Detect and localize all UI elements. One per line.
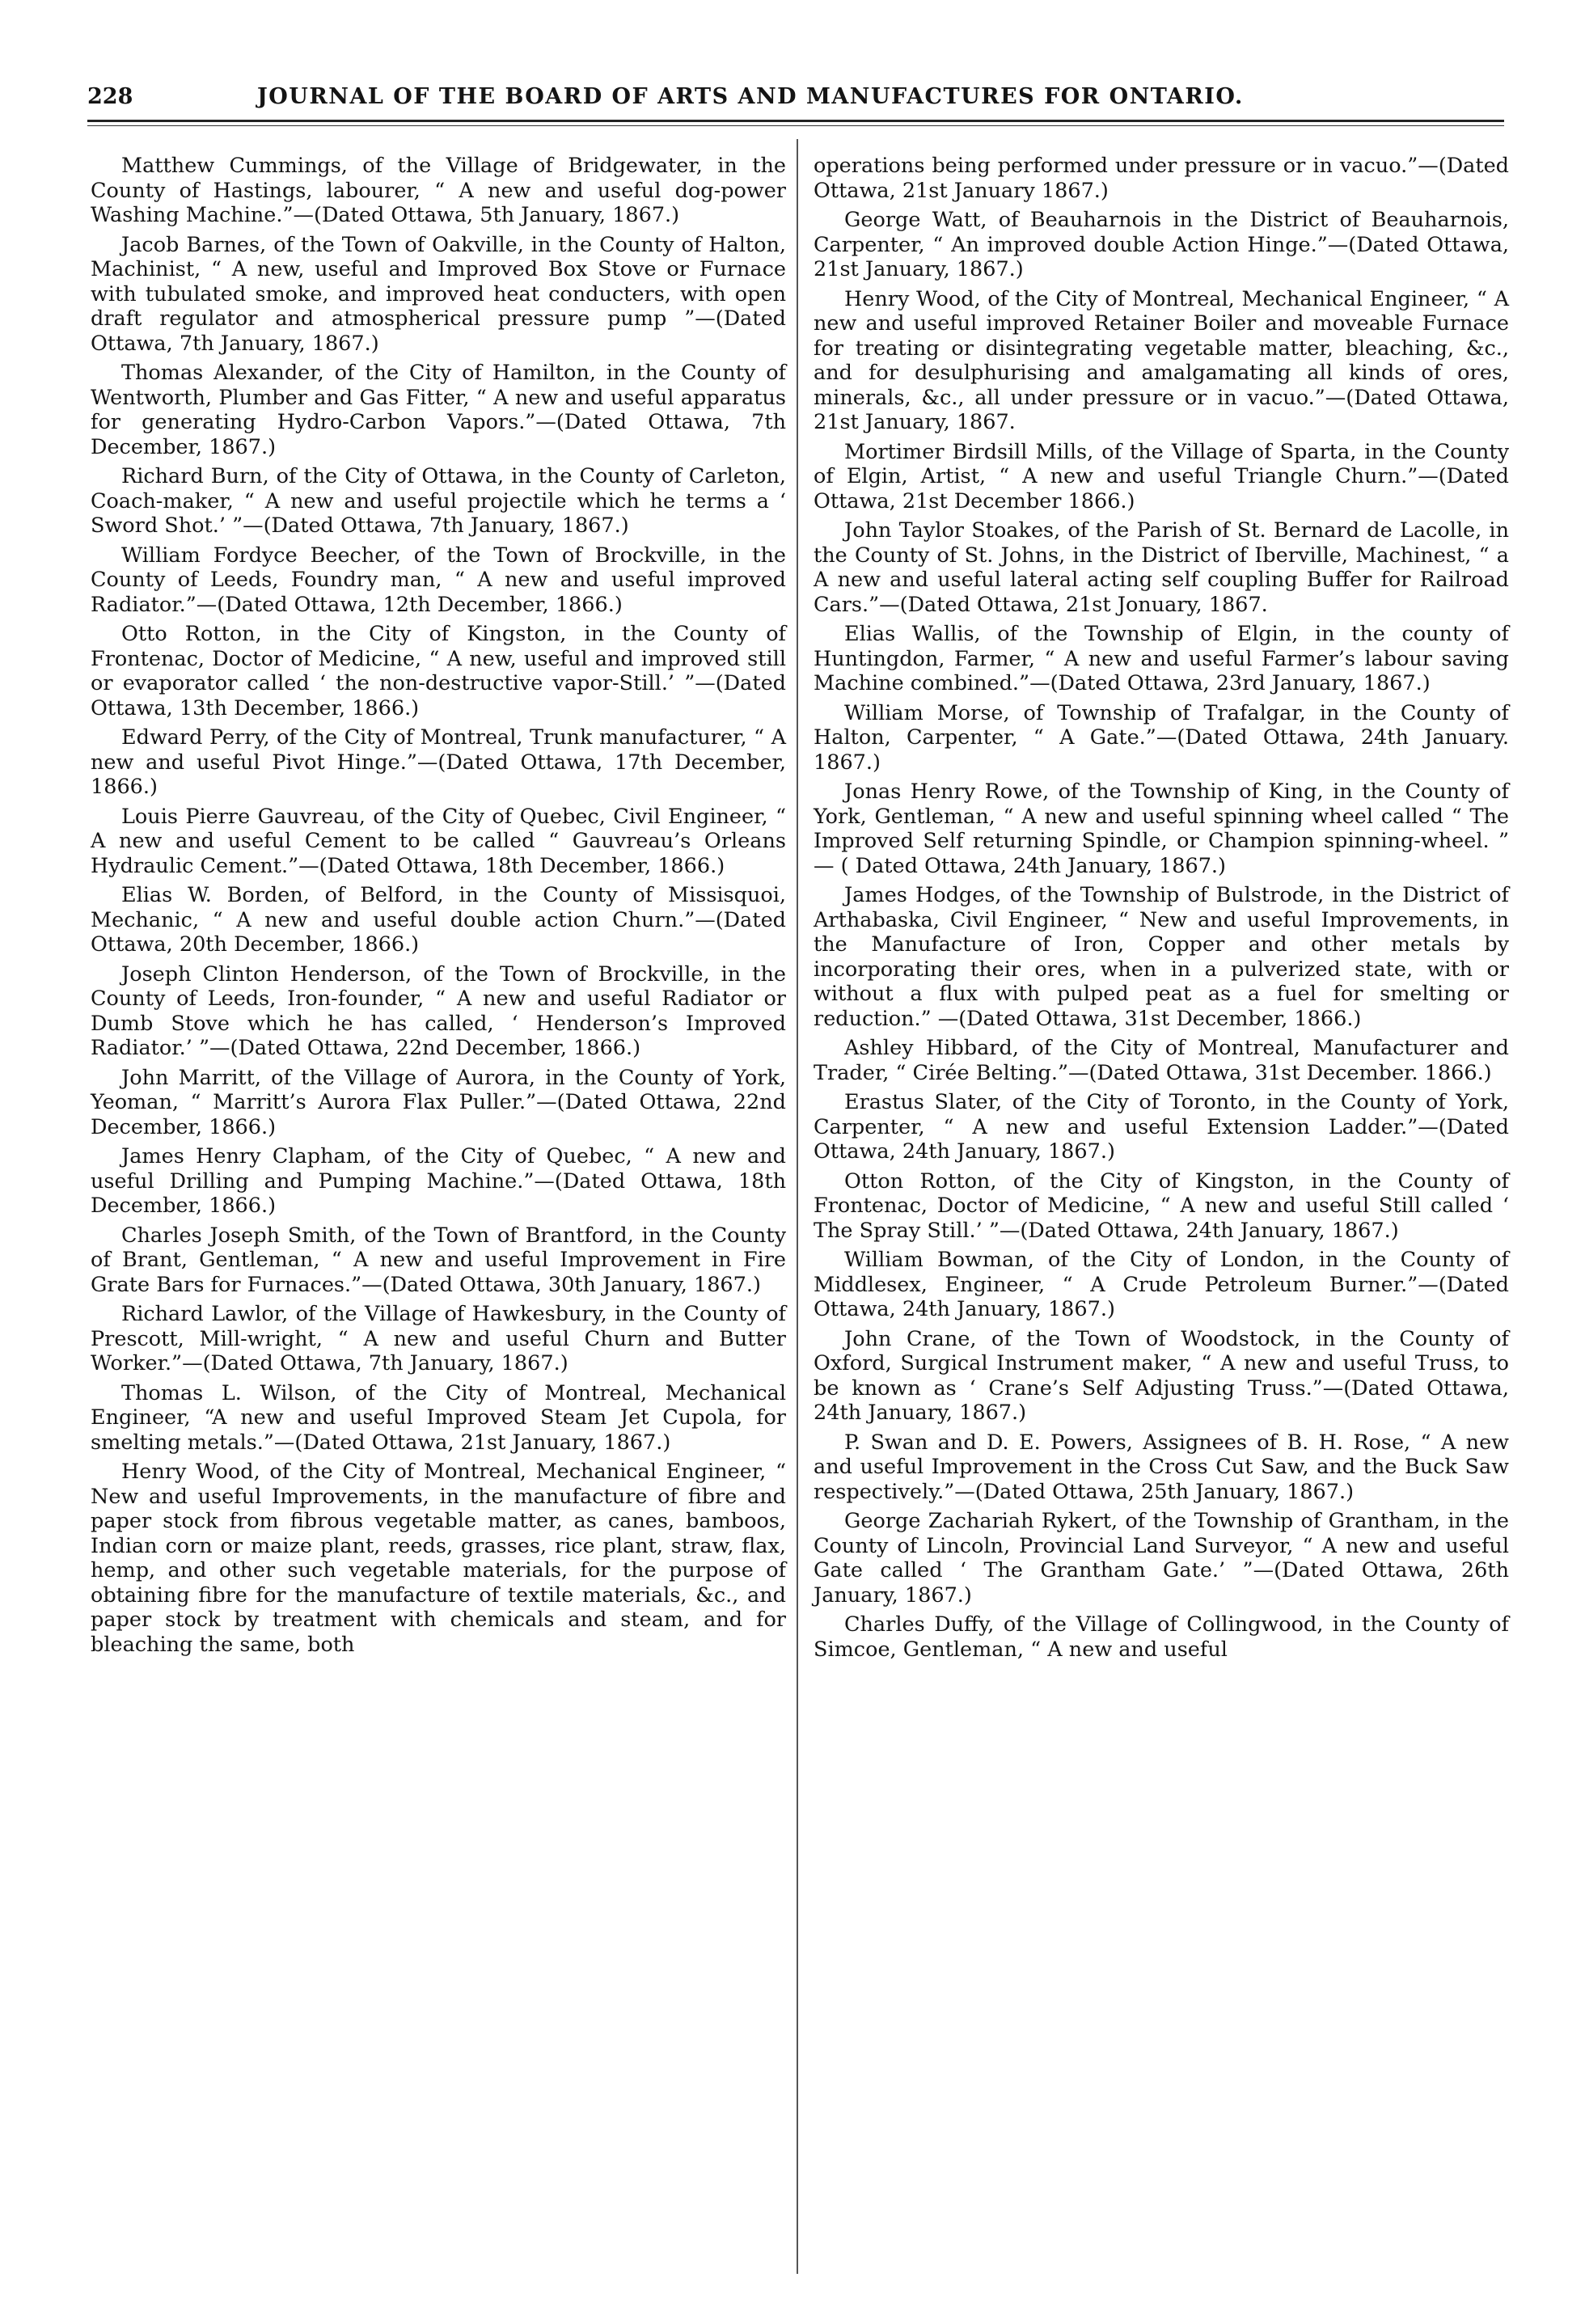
page-number: 228 [87, 84, 133, 109]
patent-entry: P. Swan and D. E. Powers, Assignees of B. H. Rose, “ A new and useful Improvement in the Cross Cut Saw, and the Buck Saw respectively.”—(Dated Ottawa, 25th January, 1867.) [814, 1430, 1509, 1504]
patent-entry: Jacob Barnes, of the Town of Oakville, in the County of Halton, Machinist, “ A new, useful and Improved Box Stove or Furnace with tubulated smoke, and improved heat conducters, with open draft regulator and atmospherical pressure pump ”—(Dated Ottawa, 7th January, 1867.) [91, 232, 786, 356]
page-header [87, 84, 1504, 116]
patent-entry: George Watt, of Beauharnois in the District of Beauharnois, Carpenter, “ An improved double Action Hinge.”—(Dated Ottawa, 21st January, 1867.) [814, 208, 1509, 281]
patent-entry: Matthew Cummings, of the Village of Bridgewater, in the County of Hastings, labourer, “ A new and useful dog-power Washing Machine.”—(Dated Ottawa, 5th January, 1867.) [91, 154, 786, 227]
patent-entry: William Bowman, of the City of London, in the County of Middlesex, Engineer, “ A Crude Petroleum Burner.”—(Dated Ottawa, 24th January, 1867.) [814, 1248, 1509, 1321]
patent-entry: William Morse, of Township of Trafalgar, in the County of Halton, Carpenter, “ A Gate.”—(Dated Ottawa, 24th January. 1867.) [814, 700, 1509, 775]
patent-entry: Erastus Slater, of the City of Toronto, in the County of York, Carpenter, “ A new and useful Extension Ladder.”—(Dated Ottawa, 24th January, 1867.) [814, 1090, 1509, 1164]
patent-entry: Elias W. Borden, of Belford, in the County of Missisquoi, Mechanic, “ A new and useful double action Churn.”—(Dated Ottawa, 20th December, 1866.) [91, 883, 786, 957]
patent-entry-continued: operations being performed under pressure or in vacuo.”—(Dated Ottawa, 21st January 1867.) [814, 154, 1509, 203]
header-rule-thin [87, 125, 1504, 126]
patent-entry: William Fordyce Beecher, of the Town of Brockville, in the County of Leeds, Foundry man, “ A new and useful improved Radiator.”—(Dated Ottawa, 12th December, 1866.) [91, 543, 786, 617]
patent-entry: Otto Rotton, in the City of Kingston, in the County of Frontenac, Doctor of Medicine, “ A new, useful and improved still or evaporator called ‘ the non-destructive vapor-Still.’ ”—(Dated Ottawa, 13th December, 1866.) [91, 622, 786, 720]
patent-entry: John Taylor Stoakes, of the Parish of St. Bernard de Lacolle, in the County of St. Johns, in the District of Iberville, Machinest, “ a A new and useful lateral acting self coupling Buffer for Railroad Cars.”—(Dated Ottawa, 21st Jonuary, 1867. [814, 518, 1509, 617]
patent-entry: Richard Lawlor, of the Village of Hawkesbury, in the County of Prescott, Mill-wright, “ A new and useful Churn and Butter Worker.”—(Dated Ottawa, 7th January, 1867.) [91, 1302, 786, 1375]
header-rule-thick [87, 120, 1504, 122]
patent-entry: Jonas Henry Rowe, of the Township of King, in the County of York, Gentleman, “ A new and useful spinning wheel called “ The Improved Self returning Spindle, or Champion spinning-wheel. ” — ( Dated Ottawa, 24th January, 1867.) [814, 780, 1509, 878]
patent-entry: Louis Pierre Gauvreau, of the City of Quebec, Civil Engineer, “ A new and useful Cement to be called “ Gauvreau’s Orleans Hydraulic Cement.”—(Dated Ottawa, 18th December, 1866.) [91, 804, 786, 878]
left-column [91, 154, 786, 1662]
patent-entry: Thomas Alexander, of the City of Hamilton, in the County of Wentworth, Plumber and Gas Fitter, “ A new and useful apparatus for generating Hydro-Carbon Vapors.”—(Dated Ottawa, 7th December, 1867.) [91, 361, 786, 459]
patent-entry: Charles Duffy, of the Village of Collingwood, in the County of Simcoe, Gentleman, “ A new and useful [814, 1612, 1509, 1662]
patent-entry: Edward Perry, of the City of Montreal, Trunk manufacturer, “ A new and useful Pivot Hinge.”—(Dated Ottawa, 17th December, 1866.) [91, 725, 786, 799]
patent-entry: James Hodges, of the Township of Bulstrode, in the District of Arthabaska, Civil Engineer, “ New and useful Improvements, in the Manufacture of Iron, Copper and other metals by incorporating their ores, when in a pulverized state, with or without a flux with pulped peat as a fuel for smelting or reduction.” —(Dated Ottawa, 31st December, 1866.) [814, 883, 1509, 1031]
patent-entry: Mortimer Birdsill Mills, of the Village of Sparta, in the County of Elgin, Artist, “ A new and useful Triangle Churn.”—(Dated Ottawa, 21st December 1866.) [814, 439, 1509, 513]
column-divider [797, 139, 798, 2274]
patent-entry: Otton Rotton, of the City of Kingston, in the County of Frontenac, Doctor of Medicine, “ A new and useful Still called ‘ The Spray Still.’ ”—(Dated Ottawa, 24th January, 1867.) [814, 1168, 1509, 1243]
patent-entry: Henry Wood, of the City of Montreal, Mechanical Engineer, “ New and useful Improvements, in the manufacture of fibre and paper stock from fibrous vegetable matter, as canes, bamboos, Indian corn or maize plant, reeds, grasses, rice plant, straw, flax, hemp, and other such vegetable materials, for the purpose of obtaining fibre for the manufacture of textile materials, &c., and paper stock by treatment with chemicals and steam, and for bleaching the same, both [91, 1460, 786, 1657]
patent-entry: James Henry Clapham, of the City of Quebec, “ A new and useful Drilling and Pumping Machine.”—(Dated Ottawa, 18th December, 1866.) [91, 1144, 786, 1218]
patent-entry: George Zachariah Rykert, of the Township of Grantham, in the County of Lincoln, Provincial Land Surveyor, “ A new and useful Gate called ‘ The Grantham Gate.’ ”—(Dated Ottawa, 26th January, 1867.) [814, 1509, 1509, 1608]
patent-entry: Richard Burn, of the City of Ottawa, in the County of Carleton, Coach-maker, “ A new and useful projectile which he terms a ‘ Sword Shot.’ ”—(Dated Ottawa, 7th January, 1867.) [91, 464, 786, 538]
patent-entry: Thomas L. Wilson, of the City of Montreal, Mechanical Engineer, “A new and useful Improved Steam Jet Cupola, for smelting metals.”—(Dated Ottawa, 21st January, 1867.) [91, 1380, 786, 1455]
patent-entry: John Crane, of the Town of Woodstock, in the County of Oxford, Surgical Instrument maker, “ A new and useful Truss, to be known as ‘ Crane’s Self Adjusting Truss.”—(Dated Ottawa, 24th January, 1867.) [814, 1326, 1509, 1425]
patent-entry: Ashley Hibbard, of the City of Montreal, Manufacturer and Trader, “ Cirée Belting.”—(Dated Ottawa, 31st December. 1866.) [814, 1036, 1509, 1085]
running-head: JOURNAL OF THE BOARD OF ARTS AND MANUFACTURES FOR ONTARIO. [257, 84, 1244, 109]
right-column [814, 154, 1509, 1667]
patent-entry: Henry Wood, of the City of Montreal, Mechanical Engineer, “ A new and useful improved Retainer Boiler and moveable Furnace for treating or disintegrating vegetable matter, bleaching, &c., and for desulphurising and amalgamating all kinds of ores, minerals, &c., all under pressure or in vacuo.”—(Dated Ottawa, 21st January, 1867. [814, 286, 1509, 434]
patent-entry: Joseph Clinton Henderson, of the Town of Brockville, in the County of Leeds, Iron-founder, “ A new and useful Radiator or Dumb Stove which he has called, ‘ Henderson’s Improved Radiator.’ ”—(Dated Ottawa, 22nd December, 1866.) [91, 961, 786, 1060]
patent-entry: Elias Wallis, of the Township of Elgin, in the county of Huntingdon, Farmer, “ A new and useful Farmer’s labour saving Machine combined.”—(Dated Ottawa, 23rd January, 1867.) [814, 622, 1509, 695]
patent-entry: John Marritt, of the Village of Aurora, in the County of York, Yeoman, “ Marritt’s Aurora Flax Puller.”—(Dated Ottawa, 22nd December, 1866.) [91, 1065, 786, 1139]
patent-entry: Charles Joseph Smith, of the Town of Brantford, in the County of Brant, Gentleman, “ A new and useful Improvement in Fire Grate Bars for Furnaces.”—(Dated Ottawa, 30th January, 1867.) [91, 1223, 786, 1297]
